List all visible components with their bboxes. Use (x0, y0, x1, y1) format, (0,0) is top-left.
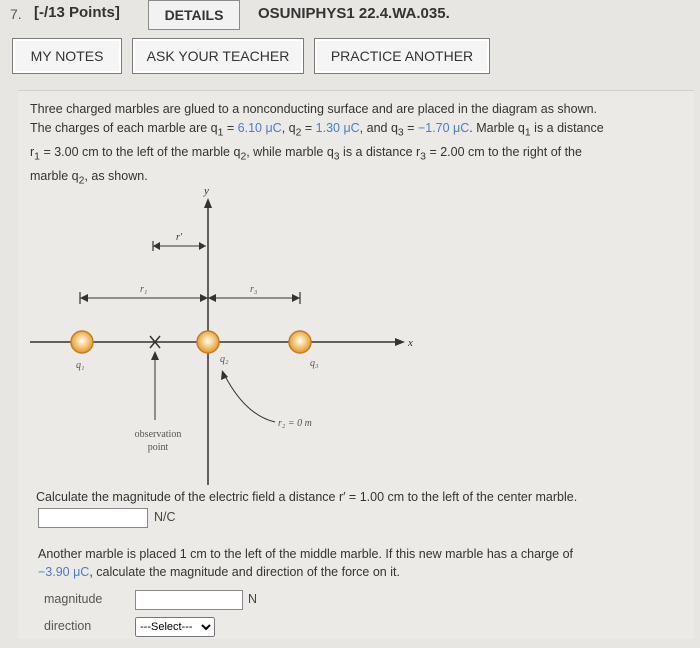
force-unit: N (248, 592, 258, 606)
details-button[interactable]: DETAILS (148, 0, 240, 30)
problem-statement (30, 100, 690, 191)
q3-label: q₃ (310, 358, 319, 369)
marble-q3 (289, 331, 311, 353)
new-charge-value: −3.90 μC (38, 565, 90, 579)
r2-pointer-curve (224, 374, 275, 422)
problem-line-4: marble $q_2$, as shown. (30, 168, 148, 186)
points-label: [-/13 Points] (34, 4, 120, 21)
part2-prompt-line-2: −3.90 μC, calculate the magnitude and direction of the force on it. (38, 565, 400, 579)
part1-prompt: Calculate the magnitude of the electric field a distance r′ = 1.00 cm to the left of the center marble. (36, 490, 578, 504)
observation-label-2: point (147, 442, 169, 453)
question-number: 7. (10, 6, 22, 22)
r1-label: r₁ (140, 284, 148, 295)
q3-value: −1.70 μC (417, 120, 470, 135)
charge-diagram (0, 180, 700, 490)
y-axis-arrow-icon (204, 198, 212, 208)
x-axis-label: x (408, 337, 413, 349)
q2-value: 1.30 μC (315, 120, 360, 135)
q1-value: 6.10 μC (237, 120, 282, 135)
force-magnitude-input[interactable] (135, 590, 243, 610)
problem-line-3: $r_1 = 3.00$ cm to the left of the marble $q_2$, while marble $q_3$ is a distance $r_3 = 2.00$ cm to the right of the (30, 144, 582, 162)
electric-field-input[interactable] (38, 508, 148, 528)
electric-field-unit: N/C (154, 510, 176, 524)
marble-q2 (197, 331, 219, 353)
my-notes-button[interactable]: MY NOTES (12, 38, 122, 74)
r3-label: r₃ (250, 284, 258, 295)
observation-label-1: observation (134, 429, 182, 440)
q1-label: q₁ (76, 360, 85, 371)
assignment-id: OSUNIPHYS1 22.4.WA.035. (258, 5, 450, 22)
problem-line-1: Three charged marbles are glued to a nonconducting surface and are placed in the diagram as shown. (30, 102, 598, 116)
practice-another-button[interactable]: PRACTICE ANOTHER (314, 38, 490, 74)
q2-label: q₂ (220, 354, 229, 365)
marble-q1 (71, 331, 93, 353)
direction-label: direction (44, 619, 92, 633)
magnitude-label: magnitude (44, 592, 103, 606)
problem-line-2: The charges of each marble are $q_1 = 6.10$ μC, $q_2 = 1.30$ μC, and $q_3 = -1.70$ μC. Marble $q_1$ is a distance (30, 120, 604, 138)
direction-select[interactable] (135, 617, 215, 637)
x-axis-arrow-icon (395, 338, 405, 346)
r2-label: r₂ = 0 m (278, 418, 312, 429)
part2-prompt-line-1: Another marble is placed 1 cm to the left of the middle marble. If this new marble has a charge of (38, 547, 573, 561)
y-axis-label: y (204, 185, 209, 197)
ask-teacher-button[interactable]: ASK YOUR TEACHER (132, 38, 304, 74)
r-prime-label: r′ (176, 232, 183, 243)
